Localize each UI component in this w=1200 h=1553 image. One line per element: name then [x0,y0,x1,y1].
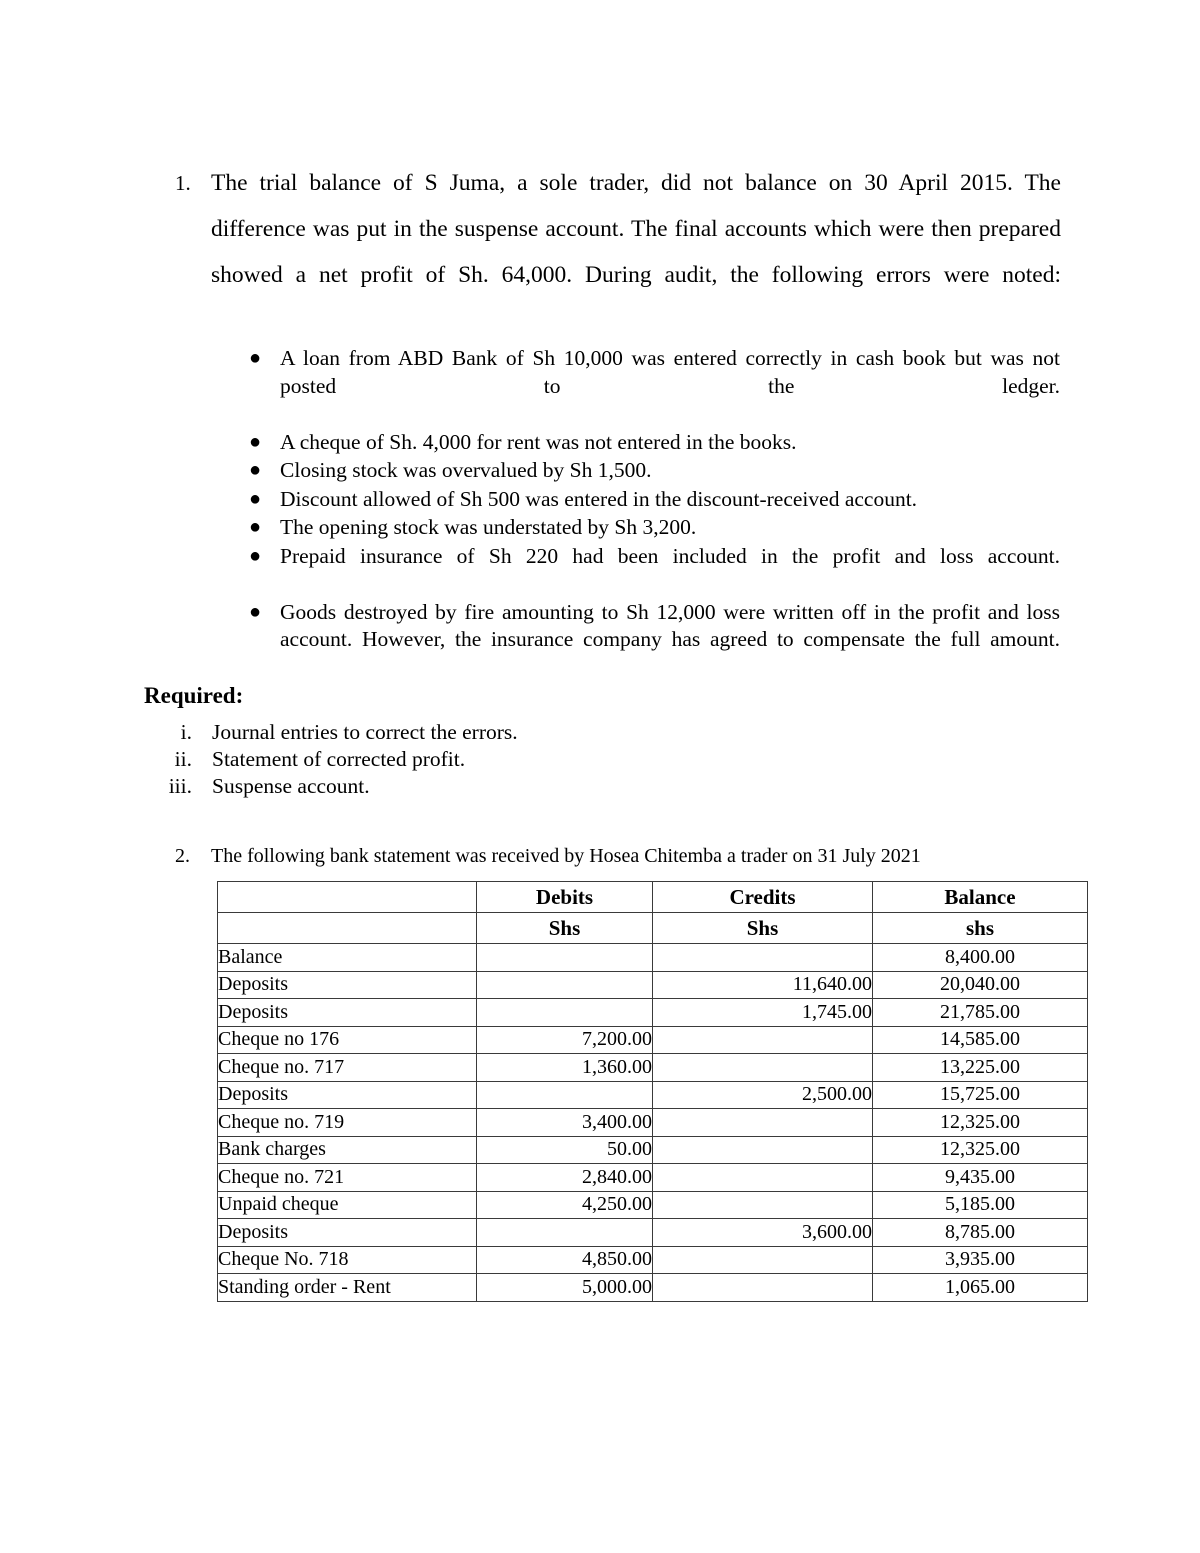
cell-description: Deposits [218,971,477,999]
cell-debit: 4,850.00 [477,1246,653,1274]
list-item [247,457,1060,485]
cell-debit: 1,360.00 [477,1054,653,1082]
subheader-credits: Shs [653,913,873,944]
cell-description: Cheque no 176 [218,1026,477,1054]
list-item-label: Prepaid insurance of Sh 220 had been included in the profit and loss account. [280,543,1060,568]
table-row [218,1109,1088,1137]
cell-credit [653,1246,873,1274]
table-row [218,1246,1088,1274]
cell-balance: 13,225.00 [873,1054,1088,1082]
bullet-icon: ● [249,487,262,510]
list-item [247,514,1060,542]
table-row [218,999,1088,1027]
required-list [140,719,740,800]
list-item [140,719,740,746]
list-item-label: Statement of corrected profit. [212,747,466,771]
cell-credit: 3,600.00 [653,1219,873,1247]
table-row [218,1274,1088,1302]
cell-debit: 5,000.00 [477,1274,653,1302]
column-header-credits: Credits [653,882,873,913]
table-body [218,944,1088,1302]
cell-description: Deposits [218,1219,477,1247]
cell-balance: 12,325.00 [873,1136,1088,1164]
cell-debit [477,1081,653,1109]
question-1-row [175,160,1061,344]
table-row [218,1164,1088,1192]
subheader-balance: shs [873,913,1088,944]
list-item [140,773,740,800]
table-header [218,882,1088,944]
cell-balance: 15,725.00 [873,1081,1088,1109]
cell-description: Cheque No. 718 [218,1246,477,1274]
column-header-description [218,882,477,913]
subheader-debits: Shs [477,913,653,944]
table-row [218,1191,1088,1219]
table-header-row [218,882,1088,913]
table-row [218,1081,1088,1109]
cell-balance: 21,785.00 [873,999,1088,1027]
cell-credit [653,1136,873,1164]
cell-balance: 8,785.00 [873,1219,1088,1247]
list-item-label: The opening stock was understated by Sh 3,200. [280,515,697,539]
cell-description: Unpaid cheque [218,1191,477,1219]
question-1-text: The trial balance of S Juma, a sole trader, did not balance on 30 April 2015. The difference was put in the suspense account. The final accounts which were then prepared showed a net profit of Sh. 64,000. During audit, the following errors were noted: [211,170,1061,288]
cell-balance: 3,935.00 [873,1246,1088,1274]
cell-description: Deposits [218,1081,477,1109]
cell-debit: 4,250.00 [477,1191,653,1219]
cell-balance: 1,065.00 [873,1274,1088,1302]
cell-debit [477,1219,653,1247]
column-header-debits: Debits [477,882,653,913]
cell-debit: 7,200.00 [477,1026,653,1054]
cell-description: Balance [218,944,477,972]
cell-description: Standing order - Rent [218,1274,477,1302]
list-item-label: Journal entries to correct the errors. [212,720,518,744]
table-subheader-row [218,913,1088,944]
cell-debit: 50.00 [477,1136,653,1164]
question-2-text: The following bank statement was received by Hosea Chitemba a trader on 31 July 2021 [211,845,921,867]
list-item-label: A loan from ABD Bank of Sh 10,000 was entered correctly in cash book but was not posted to the ledger. [280,346,1060,398]
cell-description: Cheque no. 717 [218,1054,477,1082]
list-item-label: Suspense account. [212,774,370,798]
list-item-label: Discount allowed of Sh 500 was entered in the discount-received account. [280,486,918,511]
list-item-numeral: i. [180,720,192,744]
cell-credit: 2,500.00 [653,1081,873,1109]
cell-debit: 3,400.00 [477,1109,653,1137]
question-2-number: 2. [175,845,190,867]
table-row [218,1219,1088,1247]
list-item-label: A cheque of Sh. 4,000 for rent was not entered in the books. [280,429,797,454]
cell-credit [653,1191,873,1219]
cell-credit [653,1054,873,1082]
cell-credit [653,1164,873,1192]
cell-credit [653,1026,873,1054]
cell-balance: 8,400.00 [873,944,1088,972]
cell-debit [477,971,653,999]
table-row [218,1054,1088,1082]
table-row [218,944,1088,972]
required-heading: Required: [144,683,244,708]
cell-credit [653,1109,873,1137]
bullet-icon: ● [249,459,262,481]
list-item-label: Goods destroyed by fire amounting to Sh 12,000 were written off in the profit and loss account. However, the insurance company has agreed to compensate the full amount. [280,599,1060,651]
bullet-icon: ● [249,430,262,453]
column-header-balance: Balance [873,882,1088,913]
table-row [218,1136,1088,1164]
cell-debit: 2,840.00 [477,1164,653,1192]
cell-description: Deposits [218,999,477,1027]
bank-statement-table [217,881,1088,1302]
table-row [218,971,1088,999]
bullet-icon: ● [249,347,262,369]
cell-credit: 11,640.00 [653,971,873,999]
cell-description: Cheque no. 719 [218,1109,477,1137]
cell-balance: 9,435.00 [873,1164,1088,1192]
bullet-icon: ● [249,544,262,567]
list-item [140,746,740,773]
cell-debit [477,944,653,972]
question-1-number: 1. [175,171,191,195]
list-item-numeral: ii. [174,747,192,771]
list-item-numeral: iii. [168,774,192,798]
cell-debit [477,999,653,1027]
table-row [218,1026,1088,1054]
bullet-icon: ● [249,600,262,623]
cell-credit: 1,745.00 [653,999,873,1027]
cell-balance: 14,585.00 [873,1026,1088,1054]
error-bullet-list [247,345,1060,682]
subheader-description [218,913,477,944]
list-item [247,429,1060,457]
list-item [247,345,1060,428]
question-2 [175,843,1075,869]
list-item [247,486,1060,514]
cell-balance: 12,325.00 [873,1109,1088,1137]
cell-credit [653,1274,873,1302]
cell-balance: 20,040.00 [873,971,1088,999]
cell-description: Cheque no. 721 [218,1164,477,1192]
cell-description: Bank charges [218,1136,477,1164]
question-1 [175,160,1061,344]
bullet-icon: ● [249,516,262,538]
list-item-label: Closing stock was overvalued by Sh 1,500. [280,458,652,482]
cell-balance: 5,185.00 [873,1191,1088,1219]
list-item [247,599,1060,682]
list-item [247,543,1060,598]
cell-credit [653,944,873,972]
